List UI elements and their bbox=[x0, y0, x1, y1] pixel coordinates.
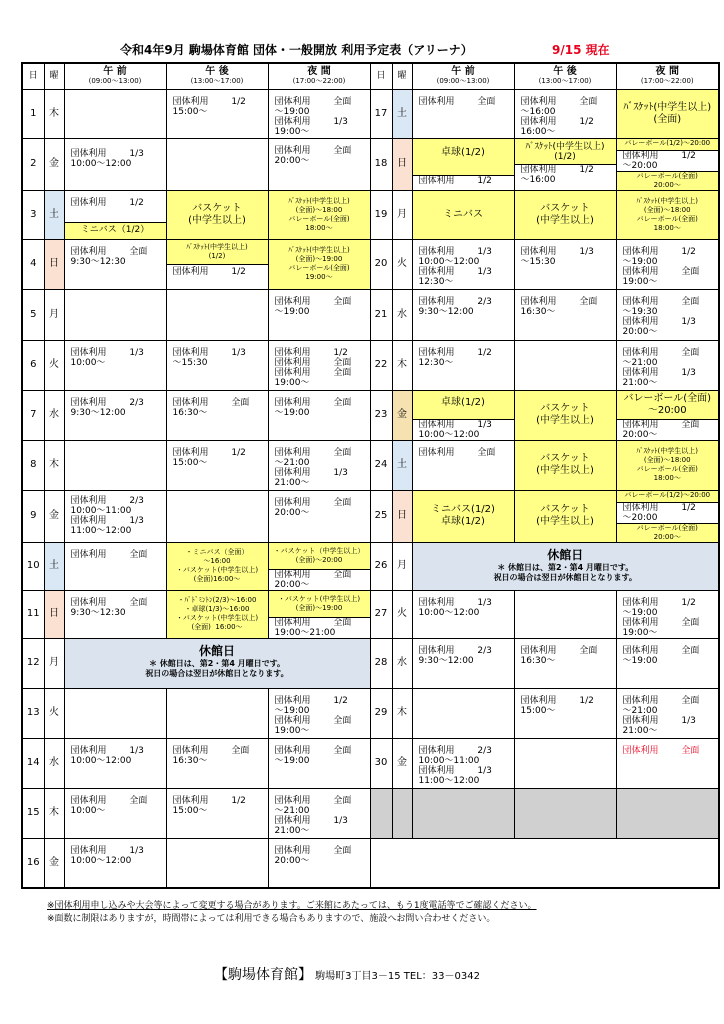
weekday-cell: 火 bbox=[392, 239, 412, 289]
ev-cell: バレーボール(1/2)～20:00 団体利用 1/2 ～20:00 バレーボール(全面) 20:00～ bbox=[616, 490, 719, 542]
am-cell: 卓球(1/2) 団体利用 1/3 10:00～12:00 bbox=[412, 390, 514, 440]
am-cell: 団体利用 2/3 9:30～12:00 bbox=[412, 638, 514, 688]
day-cell: 10 bbox=[22, 542, 44, 590]
header-pm-2: 午 後 (13:00～17:00) bbox=[514, 63, 616, 89]
am-cell: 団体利用 全面 10:00～ bbox=[64, 788, 166, 838]
day-cell: 6 bbox=[22, 340, 44, 390]
weekday-cell: 木 bbox=[392, 340, 412, 390]
header-row bbox=[22, 63, 719, 89]
day-cell: 11 bbox=[22, 590, 44, 638]
table-row bbox=[22, 638, 719, 688]
day-cell: 8 bbox=[22, 440, 44, 490]
pm-cell: 団体利用 全面 ～16:00 団体利用 1/2 16:00～ bbox=[514, 89, 616, 138]
weekday-cell: 木 bbox=[44, 788, 64, 838]
pm-cell: バスケット (中学生以上) bbox=[514, 490, 616, 542]
am-cell bbox=[412, 688, 514, 738]
holiday-notice: 休館日 ＊ 休館日は、第2・第4 月曜日です。 祝日の場合は翌日が休館日となります。 bbox=[64, 638, 370, 688]
am-cell: 団体利用 全面 bbox=[64, 542, 166, 590]
am-cell: 団体利用 1/3 10:00～12:00 bbox=[64, 738, 166, 788]
pm-cell: 団体利用 1/2 15:00～ bbox=[166, 89, 268, 138]
table-row bbox=[22, 289, 719, 340]
table-row bbox=[22, 738, 719, 788]
weekday-cell: 金 bbox=[44, 138, 64, 190]
am-cell: 団体利用 2/3 10:00～11:00 団体利用 1/3 11:00～12:00 bbox=[64, 490, 166, 542]
day-cell: 23 bbox=[370, 390, 392, 440]
weekday-cell: 土 bbox=[392, 89, 412, 138]
ev-cell: 団体利用 全面 ～21:00 団体利用 1/3 21:00～ bbox=[616, 340, 719, 390]
header-pm: 午 後 (13:00～17:00) bbox=[166, 63, 268, 89]
table-row bbox=[22, 490, 719, 542]
header-am-2: 午 前 (09:00～13:00) bbox=[412, 63, 514, 89]
ev-cell: ・バスケット（中学生以上） (全面)～20:00 団体利用 全面 20:00～ bbox=[268, 542, 370, 590]
day-cell: 28 bbox=[370, 638, 392, 688]
facility-name: 【駒場体育館】 bbox=[214, 967, 312, 983]
schedule-title: 令和4年9月 駒場体育館 団体・一般開放 利用予定表（アリーナ） bbox=[120, 43, 473, 57]
ev-cell: 団体利用 全面 ～19:30 団体利用 1/3 20:00～ bbox=[616, 289, 719, 340]
weekday-cell: 水 bbox=[44, 390, 64, 440]
header-day-2: 日 bbox=[370, 63, 392, 89]
ev-cell: バレーボール(1/2)～20:00 団体利用 1/2 ～20:00 バレーボール(全面) 20:00～ bbox=[616, 138, 719, 190]
pm-cell: 団体利用 1/3 ～15:30 bbox=[166, 340, 268, 390]
pm-cell: 団体利用 全面 16:30～ bbox=[166, 738, 268, 788]
am-cell: 団体利用 全面 bbox=[412, 440, 514, 490]
day-cell: 17 bbox=[370, 89, 392, 138]
ev-cell: 団体利用 1/2 ～19:00 団体利用 全面 19:00～ bbox=[268, 688, 370, 738]
note-2: ※面数に制限はありますが，時間帯によっては利用できる場合もありますので、施設へお問い合わせください。 bbox=[47, 914, 496, 924]
pm-cell bbox=[166, 490, 268, 542]
table-row bbox=[22, 590, 719, 638]
day-cell: 22 bbox=[370, 340, 392, 390]
weekday-cell: 火 bbox=[44, 340, 64, 390]
table-row bbox=[22, 239, 719, 289]
am-cell bbox=[64, 688, 166, 738]
ev-cell: 団体利用 全面 ～19:00 bbox=[268, 390, 370, 440]
pm-cell bbox=[514, 738, 616, 788]
day-cell: 30 bbox=[370, 738, 392, 788]
table-row bbox=[22, 688, 719, 738]
table-row bbox=[22, 190, 719, 239]
day-cell: 25 bbox=[370, 490, 392, 542]
day-cell: 14 bbox=[22, 738, 44, 788]
pm-cell bbox=[166, 838, 268, 888]
day-cell: 24 bbox=[370, 440, 392, 490]
weekday-cell: 月 bbox=[44, 289, 64, 340]
header-weekday-2: 曜 bbox=[392, 63, 412, 89]
notes bbox=[47, 900, 537, 926]
weekday-cell: 土 bbox=[44, 190, 64, 239]
header-ev: 夜 間 (17:00～22:00) bbox=[268, 63, 370, 89]
weekday-cell: 日 bbox=[44, 590, 64, 638]
ev-cell: ﾊﾞｽｹｯﾄ(中学生以上) (全面)～19:00 バレーボール(全面) 19:00～ bbox=[268, 239, 370, 289]
weekday-cell: 金 bbox=[392, 390, 412, 440]
am-cell: 団体利用 1/2 12:30～ bbox=[412, 340, 514, 390]
weekday-cell: 木 bbox=[44, 89, 64, 138]
day-cell: 27 bbox=[370, 590, 392, 638]
ev-cell: ﾊﾞｽｹｯﾄ(中学生以上) (全面) bbox=[616, 89, 719, 138]
ev-cell: 団体利用 全面 ～21:00 団体利用 1/3 21:00～ bbox=[268, 788, 370, 838]
am-cell: 団体利用 全面 9:30～12:30 bbox=[64, 239, 166, 289]
weekday-cell: 金 bbox=[44, 490, 64, 542]
empty-cell bbox=[412, 788, 514, 838]
empty-cell bbox=[370, 788, 392, 838]
weekday-cell: 木 bbox=[392, 688, 412, 738]
empty-cell bbox=[392, 788, 412, 838]
ev-cell: 団体利用 全面 20:00～ bbox=[268, 490, 370, 542]
as-of-date: 9/15 現在 bbox=[552, 43, 610, 57]
weekday-cell: 日 bbox=[392, 490, 412, 542]
ev-cell: 団体利用 全面 ～21:00 団体利用 1/3 21:00～ bbox=[616, 688, 719, 738]
day-cell: 7 bbox=[22, 390, 44, 440]
pm-cell: バスケット (中学生以上) bbox=[514, 190, 616, 239]
pm-cell: 団体利用 1/2 15:00～ bbox=[166, 440, 268, 490]
am-cell: 団体利用 1/3 10:00～12:00 団体利用 1/3 12:30～ bbox=[412, 239, 514, 289]
day-cell: 19 bbox=[370, 190, 392, 239]
am-cell: 団体利用 1/3 10:00～12:00 bbox=[412, 590, 514, 638]
ev-cell: 団体利用 1/2 ～19:00 団体利用 全面 19:00～ bbox=[616, 239, 719, 289]
day-cell: 3 bbox=[22, 190, 44, 239]
weekday-cell: 水 bbox=[392, 638, 412, 688]
empty-cell bbox=[616, 788, 719, 838]
note-1: ※団体利用申し込みや大会等によって変更する場合があります。ご来館にあたっては、もう1度電話等でご確認ください。 bbox=[47, 901, 537, 911]
ev-cell: 団体利用 1/2 ～19:00 団体利用 全面 19:00～ bbox=[616, 590, 719, 638]
day-cell: 5 bbox=[22, 289, 44, 340]
day-cell: 29 bbox=[370, 688, 392, 738]
weekday-cell: 火 bbox=[392, 590, 412, 638]
ev-cell: 団体利用 全面 ～21:00 団体利用 1/3 21:00～ bbox=[268, 440, 370, 490]
am-cell bbox=[64, 89, 166, 138]
header-weekday: 曜 bbox=[44, 63, 64, 89]
weekday-cell: 火 bbox=[44, 688, 64, 738]
table-row bbox=[22, 138, 719, 190]
holiday-notice: 休館日 ＊ 休館日は、第2・第4 月曜日です。 祝日の場合は翌日が休館日となります。 bbox=[412, 542, 719, 590]
day-cell: 20 bbox=[370, 239, 392, 289]
weekday-cell: 水 bbox=[392, 289, 412, 340]
ev-cell: 団体利用 全面 ～19:00 bbox=[616, 638, 719, 688]
table-row bbox=[22, 788, 719, 838]
pm-cell: バスケット (中学生以上) bbox=[514, 390, 616, 440]
pm-cell: ﾊﾞｽｹｯﾄ(中学生以上) (1/2) 団体利用 1/2 bbox=[166, 239, 268, 289]
pm-cell: 団体利用 1/2 15:00～ bbox=[166, 788, 268, 838]
pm-cell bbox=[166, 289, 268, 340]
weekday-cell: 日 bbox=[392, 138, 412, 190]
day-cell: 9 bbox=[22, 490, 44, 542]
day-cell: 15 bbox=[22, 788, 44, 838]
empty-cell bbox=[514, 788, 616, 838]
am-cell: 団体利用 1/3 10:00～12:00 bbox=[64, 838, 166, 888]
day-cell: 1 bbox=[22, 89, 44, 138]
ev-cell: ・バスケット(中学生以上) (全面)～19:00 団体利用 全面 19:00～21:00 bbox=[268, 590, 370, 638]
ev-cell: 団体利用 1/2 団体利用 全面 団体利用 全面 19:00～ bbox=[268, 340, 370, 390]
weekday-cell: 月 bbox=[392, 190, 412, 239]
day-cell: 13 bbox=[22, 688, 44, 738]
weekday-cell: 金 bbox=[392, 738, 412, 788]
weekday-cell: 月 bbox=[392, 542, 412, 590]
ev-cell: ﾊﾞｽｹｯﾄ(中学生以上) (全面)～18:00 バレーボール(全面) 18:00～ bbox=[616, 440, 719, 490]
ev-cell: 団体利用 全面 ～19:00 bbox=[268, 289, 370, 340]
pm-cell: ・ﾊﾞﾄﾞﾐﾝﾄﾝ(2/3)～16:00 ・卓球(1/3)～16:00 ・バスケット(中学生以上) (全面) 16:00～ bbox=[166, 590, 268, 638]
table-row bbox=[22, 390, 719, 440]
pm-cell bbox=[514, 340, 616, 390]
pm-cell bbox=[166, 688, 268, 738]
weekday-cell: 月 bbox=[44, 638, 64, 688]
weekday-cell: 土 bbox=[392, 440, 412, 490]
weekday-cell: 木 bbox=[44, 440, 64, 490]
ev-cell: ﾊﾞｽｹｯﾄ(中学生以上) (全面)～18:00 バレーボール(全面) 18:00～ bbox=[268, 190, 370, 239]
schedule-table bbox=[21, 62, 720, 889]
table-row bbox=[22, 340, 719, 390]
am-cell: 団体利用 2/3 9:30～12:00 bbox=[64, 390, 166, 440]
pm-cell: 団体利用 全面 16:30～ bbox=[166, 390, 268, 440]
am-cell: 団体利用 全面 9:30～12:30 bbox=[64, 590, 166, 638]
table-row bbox=[22, 542, 719, 590]
table-row bbox=[22, 89, 719, 138]
footer bbox=[214, 964, 480, 984]
am-cell: 団体利用 2/3 9:30～12:00 bbox=[412, 289, 514, 340]
am-cell: 団体利用 1/2 ミニバス（1/2） bbox=[64, 190, 166, 239]
ev-cell: 団体利用 全面 ～19:00 団体利用 1/3 19:00～ bbox=[268, 89, 370, 138]
pm-cell bbox=[166, 138, 268, 190]
blank-area bbox=[370, 838, 719, 888]
weekday-cell: 金 bbox=[44, 838, 64, 888]
facility-address: 駒場町3丁目3－15 TEL：33－0342 bbox=[312, 971, 480, 982]
am-cell: ミニバス(1/2) 卓球(1/2) bbox=[412, 490, 514, 542]
am-cell bbox=[64, 289, 166, 340]
pm-cell bbox=[514, 590, 616, 638]
header-day: 日 bbox=[22, 63, 44, 89]
am-cell: 卓球(1/2) 団体利用 1/2 bbox=[412, 138, 514, 190]
day-cell: 4 bbox=[22, 239, 44, 289]
table-row bbox=[22, 838, 719, 888]
pm-cell: 団体利用 全面 16:30～ bbox=[514, 638, 616, 688]
day-cell: 16 bbox=[22, 838, 44, 888]
am-cell: 団体利用 1/3 10:00～ bbox=[64, 340, 166, 390]
pm-cell: ﾊﾞｽｹｯﾄ(中学生以上) (1/2) 団体利用 1/2 ～16:00 bbox=[514, 138, 616, 190]
am-cell: 団体利用 全面 bbox=[412, 89, 514, 138]
page-title bbox=[0, 41, 724, 57]
header-ev-2: 夜 間 (17:00～22:00) bbox=[616, 63, 719, 89]
pm-cell: 団体利用 1/3 ～15:30 bbox=[514, 239, 616, 289]
ev-cell: 団体利用 全面 20:00～ bbox=[268, 838, 370, 888]
weekday-cell: 日 bbox=[44, 239, 64, 289]
ev-cell: 団体利用 全面 20:00～ bbox=[268, 138, 370, 190]
day-cell: 12 bbox=[22, 638, 44, 688]
day-cell: 18 bbox=[370, 138, 392, 190]
day-cell: 21 bbox=[370, 289, 392, 340]
table-row bbox=[22, 440, 719, 490]
am-cell: 団体利用 2/3 10:00～11:00 団体利用 1/3 11:00～12:00 bbox=[412, 738, 514, 788]
day-cell: 26 bbox=[370, 542, 392, 590]
ev-cell: バレーボール(全面) ～20:00 団体利用 全面 20:00～ bbox=[616, 390, 719, 440]
am-cell: ミニバス bbox=[412, 190, 514, 239]
header-am: 午 前 (09:00～13:00) bbox=[64, 63, 166, 89]
ev-cell: 団体利用 全面 ～19:00 bbox=[268, 738, 370, 788]
pm-cell: バスケット (中学生以上) bbox=[514, 440, 616, 490]
am-cell bbox=[64, 440, 166, 490]
am-cell: 団体利用 1/3 10:00～12:00 bbox=[64, 138, 166, 190]
ev-cell: ﾊﾞｽｹｯﾄ(中学生以上) (全面)～18:00 バレーボール(全面) 18:00～ bbox=[616, 190, 719, 239]
pm-cell: 団体利用 1/2 15:00～ bbox=[514, 688, 616, 738]
day-cell: 2 bbox=[22, 138, 44, 190]
pm-cell: ・ミニバス（全面） ～16:00 ・バスケット(中学生以上) (全面)16:00～ bbox=[166, 542, 268, 590]
weekday-cell: 水 bbox=[44, 738, 64, 788]
weekday-cell: 土 bbox=[44, 542, 64, 590]
ev-cell: 団体利用 全面 bbox=[616, 738, 719, 788]
pm-cell: バスケット (中学生以上) bbox=[166, 190, 268, 239]
pm-cell: 団体利用 全面 16:30～ bbox=[514, 289, 616, 340]
